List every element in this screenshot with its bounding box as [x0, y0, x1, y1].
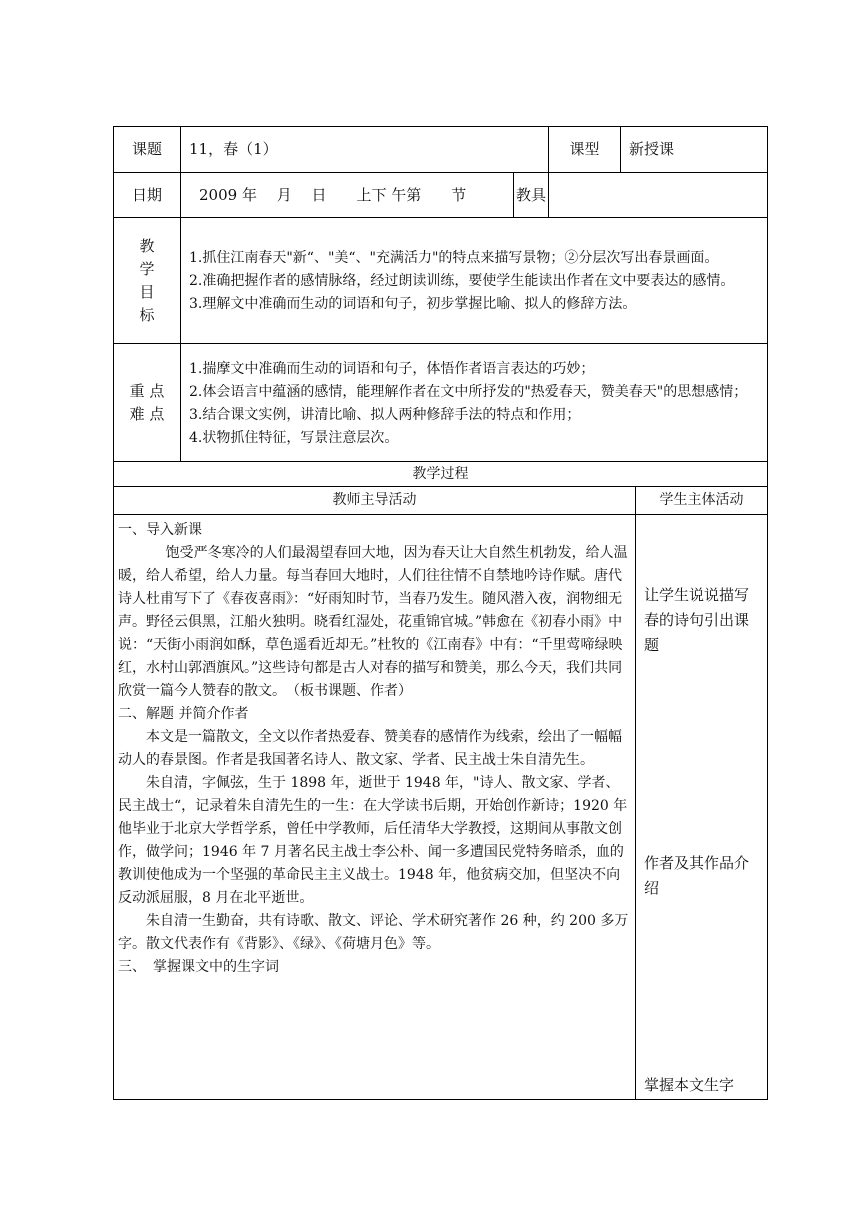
process-header-row: [114, 487, 768, 515]
process-title: 教学过程: [114, 462, 768, 487]
teacher-activity-header: 教师主导活动: [114, 487, 636, 515]
objectives-label-char: 目: [139, 282, 155, 301]
section-title: 二、解题 并简介作者: [118, 706, 249, 722]
student-note: 作者及其作品介绍: [644, 854, 750, 897]
objective-item: 2.准确把握作者的感情脉络，经过朗读训练，要使学生能读出作者在文中要表达的感情。: [189, 273, 735, 289]
date-row: [114, 173, 768, 218]
section-paragraph: 饱受严冬寒冷的人们最渴望春回大地，因为春天让大自然生机勃发，给人温暖，给人希望，给人力量。每当春回大地时，人们往往情不自禁地吟诗作赋。唐代诗人杜甫写下了《春夜喜雨》：“好雨知时节，当春乃发生。随风潜入夜，润物细无声。野径云俱黑，江船火独明。晓看红湿处，花重锦官城。”韩愈在《初春小雨》中说：“天街小雨润如酥，草色遥看近却无。”杜牧的《江南春》中有：“千里莺啼绿映红，水村山郭酒旗风。”这些诗句都是古人对春的描写和赞美，那么今天，我们共同欣赏一篇今人赞春的散文。 （板书课题、作者）: [118, 545, 628, 699]
lesson-plan-table: [113, 126, 768, 1100]
student-activity-content: [636, 515, 768, 1100]
key-points-row: [114, 344, 768, 462]
aids-value: [549, 173, 768, 218]
objectives-row: [114, 218, 768, 344]
key-point-item: 3.结合课文实例，讲清比喻、拟人两种修辞手法的特点和作用；: [189, 406, 581, 423]
date-label: 日期: [114, 173, 181, 218]
key-points-content: [181, 344, 768, 462]
process-title-row: [114, 462, 768, 487]
student-note: 让学生说说描写春的诗句引出课题: [644, 586, 750, 654]
section-paragraph: 本文是一篇散文，全文以作者热爱春、赞美春的感情作为线索，绘出了一幅幅动人的春景图。作者是我国著名诗人、散文家、学者、民主战士朱自清先生。: [118, 729, 622, 768]
section-title: 一、导入新课: [118, 522, 202, 538]
objectives-label-char: 教: [139, 236, 155, 255]
subject-label: 课题: [114, 127, 181, 173]
objectives-label-char: 标: [139, 305, 155, 324]
objectives-label-char: 学: [139, 259, 155, 278]
key-point-item: 4.状物抓住特征，写景注意层次。: [189, 429, 399, 446]
type-value: 新授课: [621, 127, 768, 173]
section-paragraph: 朱自清，字佩弦，生于 1898 年，逝世于 1948 年，"诗人、散文家、学者、民主战士“，记录着朱自清先生的一生：在大学读书后期，开始创作新诗；1920 年他毕业于北京大学哲学系，曾任中学教师，后任清华大学教授，这期间从事散文创作，做学问；1946 年 7 月著名民主战士李公朴、闻一多遭国民党特务暗杀，血的教训使他成为一个坚强的革命民主主义战士。1948 年，他贫病交加，但坚决不向反动派屈服，8 月在北平逝世。: [118, 775, 628, 906]
type-label: 课型: [549, 127, 621, 173]
key-point-item: 2.体会语言中蕴涵的感情，能理解作者在文中所抒发的"热爱春天，赞美春天"的思想感情；: [189, 383, 748, 400]
student-note: 掌握本文生字: [644, 1076, 735, 1094]
student-activity-header: 学生主体活动: [636, 487, 768, 515]
objective-item: 3.理解文中准确而生动的词语和句子，初步掌握比喻、拟人的修辞方法。: [189, 296, 637, 312]
subject-value: 11，春（1）: [181, 127, 549, 173]
key-points-label: [114, 344, 181, 462]
process-content-row: [114, 515, 768, 1100]
objectives-label: [114, 218, 181, 344]
aids-label: 教具: [514, 173, 549, 218]
date-value: 2009 年 月 日 上下 午第 节: [181, 173, 514, 218]
objective-item: 1.抓住江南春天"新“、"美“、"充满活力"的特点来描写景物；②分层次写出春景画面。: [189, 250, 719, 266]
section-title: 三、 掌握课文中的生字词: [118, 959, 279, 975]
subject-row: [114, 127, 768, 173]
objectives-content: [181, 218, 768, 344]
lesson-plan-page: [113, 126, 767, 1100]
section-paragraph: 朱自清一生勤奋，共有诗歌、散文、评论、学术研究著作 26 种，约 200 多万字。散文代表作有《背影》、《绿》、《荷塘月色》等。: [118, 913, 629, 952]
key-points-label-line: 重 点: [129, 381, 165, 400]
key-point-item: 1.揣摩文中准确而生动的词语和句子，体悟作者语言表达的巧妙；: [189, 360, 595, 377]
key-points-label-line: 难 点: [129, 404, 165, 423]
teacher-activity-content: [114, 515, 636, 1100]
